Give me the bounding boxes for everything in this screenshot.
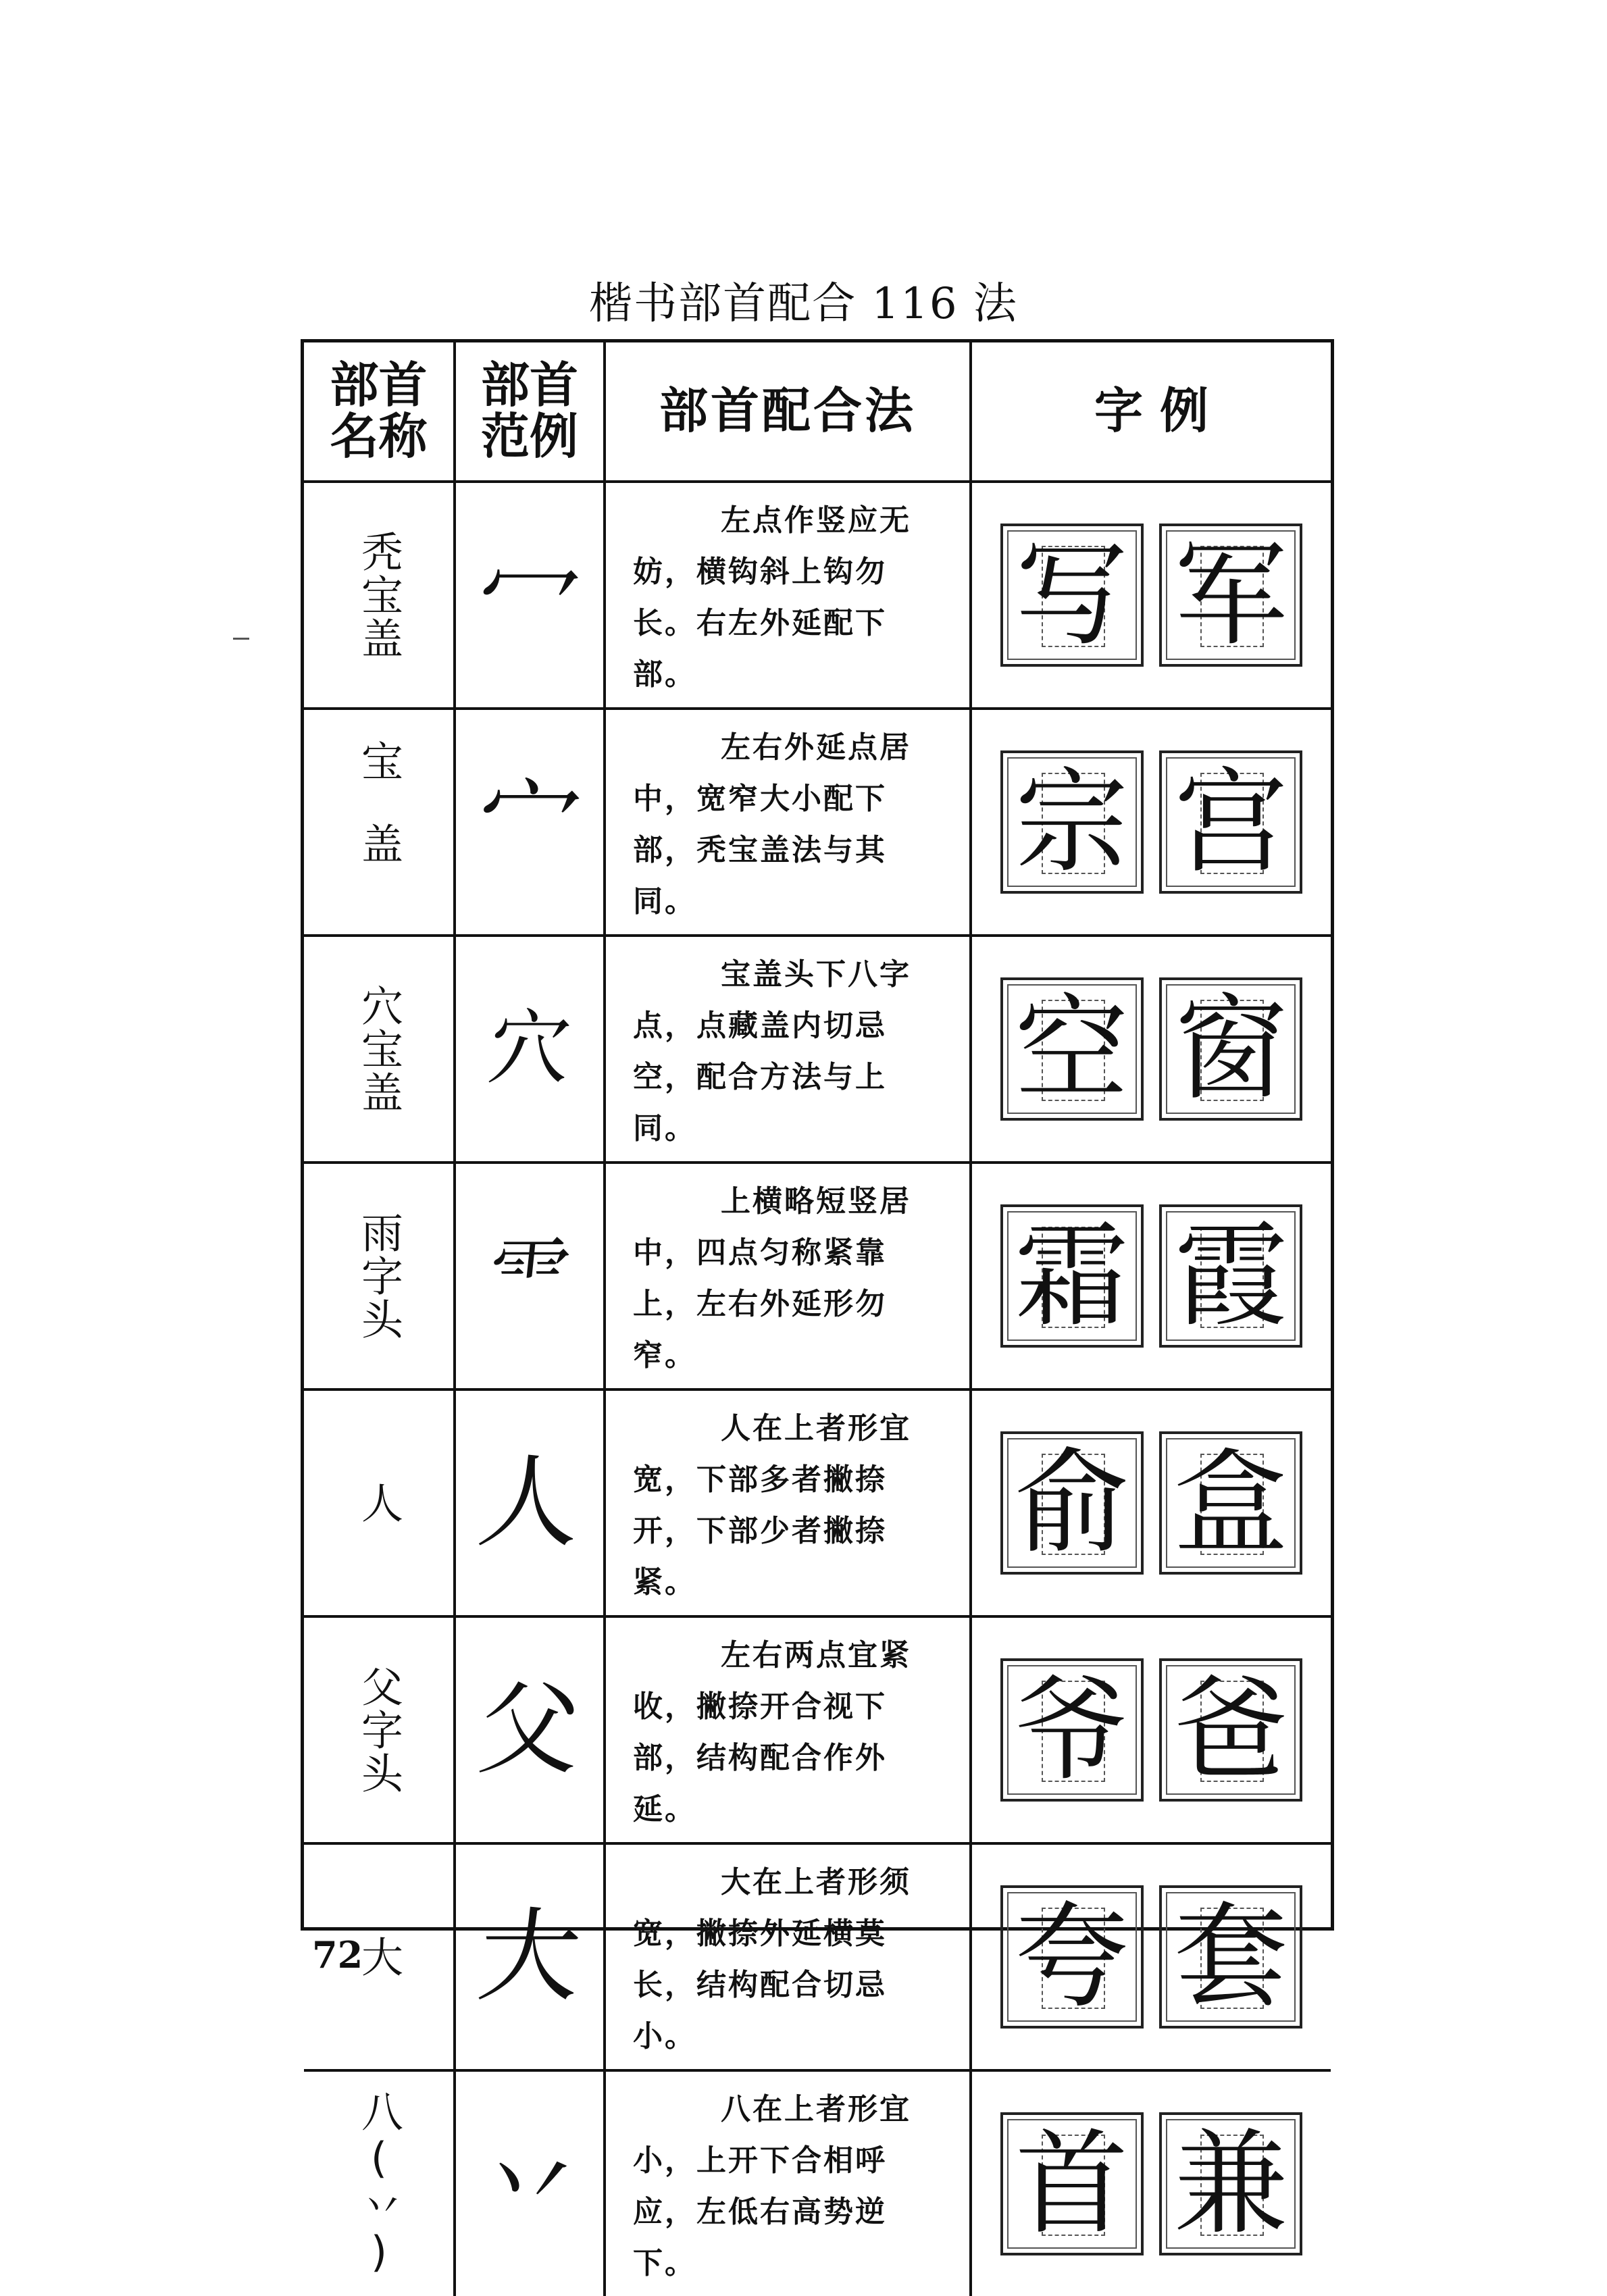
header-method: 部首配合法	[606, 342, 972, 483]
example-character: 首	[1000, 2112, 1144, 2255]
margin-mark	[233, 638, 249, 640]
page-number: 72	[312, 1933, 363, 1976]
example-character: 宗	[1000, 750, 1144, 894]
row-examples	[972, 1618, 1331, 1845]
row-examples	[972, 2072, 1331, 2296]
example-character: 俞	[1000, 1431, 1144, 1575]
row-radical-name: 宝盖	[304, 710, 456, 937]
row-examples	[972, 1391, 1331, 1618]
example-character: 窗	[1159, 977, 1302, 1121]
row-radical-name: 八(丷)	[304, 2072, 456, 2296]
row-method-text: 八在上者形宜小，上开下合相呼应，左低右高势逆下。	[606, 2072, 972, 2296]
header-radical-name-line1: 部首	[330, 357, 428, 414]
row-radical-sample: 父	[456, 1618, 606, 1845]
row-radical-sample: ⻗	[456, 1164, 606, 1391]
row-radical-name: 人	[304, 1391, 456, 1618]
example-character: 夸	[1000, 1885, 1144, 2029]
row-examples	[972, 1845, 1331, 2072]
page-title: 楷书部首配合 116 法	[589, 279, 1018, 329]
header-examples	[972, 342, 1331, 483]
example-character: 军	[1159, 524, 1302, 667]
row-examples	[972, 1164, 1331, 1391]
row-radical-sample: 大	[456, 1845, 606, 2072]
row-method-text: 宝盖头下八字点，点藏盖内切忌空，配合方法与上同。	[606, 937, 972, 1164]
row-radical-sample: 丷	[456, 2072, 606, 2296]
row-method-text: 左点作竖应无妨，横钩斜上钩勿长。右左外延配下部。	[606, 483, 972, 710]
row-method-text: 大在上者形须宽，撇捺外延横莫长，结构配合切忌小。	[606, 1845, 972, 2072]
header-examples-label: 字 例	[1094, 382, 1209, 440]
row-examples	[972, 483, 1331, 710]
row-examples	[972, 937, 1331, 1164]
row-examples	[972, 710, 1331, 937]
example-character: 写	[1000, 524, 1144, 667]
header-radical-name-line2: 名称	[330, 408, 428, 465]
header-radical-sample-line2: 范例	[480, 408, 578, 465]
example-character: 空	[1000, 977, 1144, 1121]
row-radical-sample: 穴	[456, 937, 606, 1164]
row-radical-name: 雨字头	[304, 1164, 456, 1391]
header-radical-sample	[456, 342, 606, 483]
example-character: 套	[1159, 1885, 1302, 2029]
row-method-text: 上横略短竖居中，四点匀称紧靠上，左右外延形勿窄。	[606, 1164, 972, 1391]
row-radical-name: 穴宝盖	[304, 937, 456, 1164]
example-character: 爷	[1000, 1658, 1144, 1802]
example-character: 宫	[1159, 750, 1302, 894]
header-radical-sample-line1: 部首	[480, 357, 578, 414]
example-character: 霜	[1000, 1204, 1144, 1348]
row-radical-sample: 冖	[456, 483, 606, 710]
row-radical-sample: 宀	[456, 710, 606, 937]
header-radical-name	[304, 342, 456, 483]
row-method-text: 人在上者形宜宽，下部多者撇捺开，下部少者撇捺紧。	[606, 1391, 972, 1618]
example-character: 盒	[1159, 1431, 1302, 1575]
row-method-text: 左右外延点居中，宽窄大小配下部，秃宝盖法与其同。	[606, 710, 972, 937]
row-radical-sample: 人	[456, 1391, 606, 1618]
example-character: 爸	[1159, 1658, 1302, 1802]
row-radical-name: 父字头	[304, 1618, 456, 1845]
row-radical-name: 秃宝盖	[304, 483, 456, 710]
row-method-text: 左右两点宜紧收，撇捺开合视下部，结构配合作外延。	[606, 1618, 972, 1845]
example-character: 兼	[1159, 2112, 1302, 2255]
example-character: 霞	[1159, 1204, 1302, 1348]
row-radical-name: 大	[304, 1845, 456, 2072]
